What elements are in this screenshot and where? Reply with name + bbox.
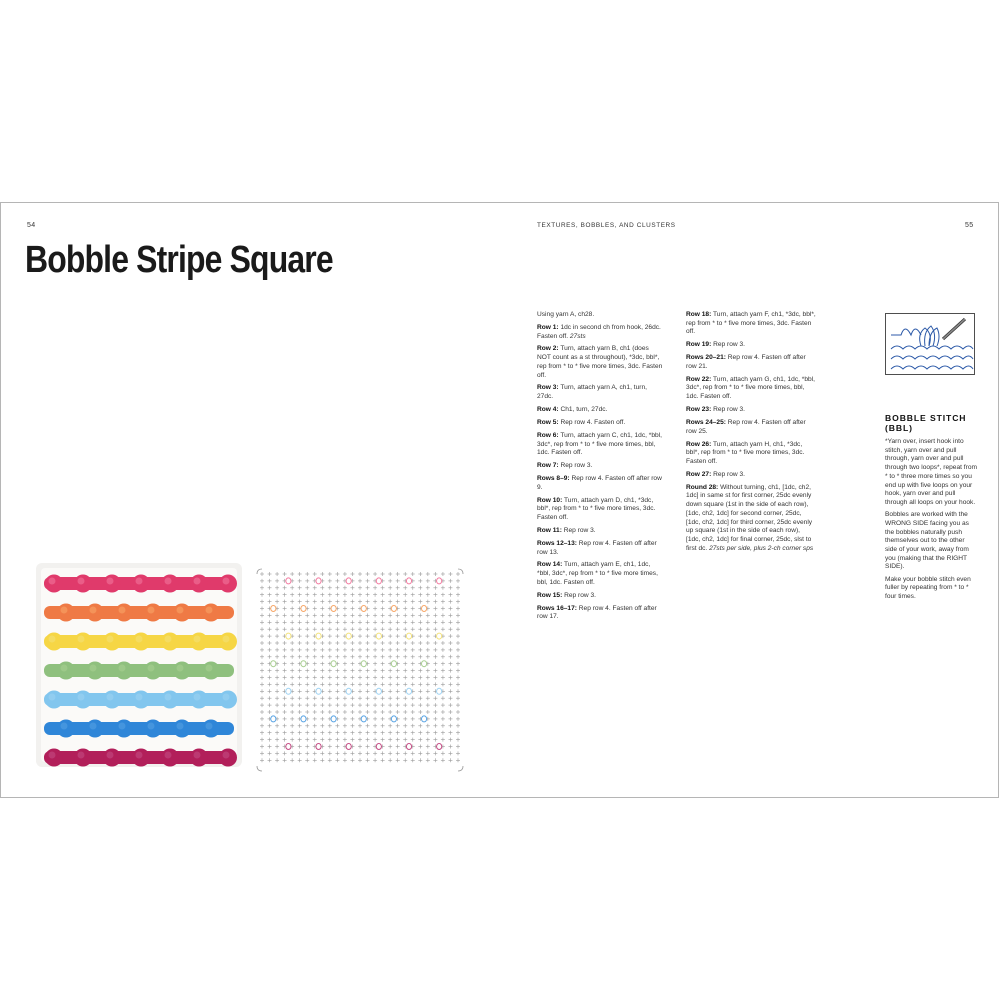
row-text: Rep row 3. xyxy=(711,341,745,349)
row-text: Without turning, ch1, [1dc, ch2, 1dc] in same st for first corner, 25dc evenly down square (1st in the side of each row), [1dc, ch2, 1dc] for second corner, 25dc, [1dc, ch2, 1dc] for third corner, 25dc evenly up square (1st in the side of each row), [1dc, ch2, 1dc] for final corner, 25dc, slst to first dc. xyxy=(686,483,813,552)
row-label: Row 2: xyxy=(537,345,559,353)
row-label: Row 15: xyxy=(537,591,563,599)
row-text: Turn, attach yarn B, ch1 (does NOT count as a st throughout), *3dc, bbl*, rep from * to * five more times, 3dc. Fasten off. xyxy=(537,345,663,379)
row-label: Row 1: xyxy=(537,323,559,331)
row-text: Turn, attach yarn G, ch1, 1dc, *bbl, 3dc*, rep from * to * five more times, bbl, 1dc. Fasten off. xyxy=(686,375,816,401)
book-spread xyxy=(0,202,999,798)
page-number-left: 54 xyxy=(27,222,36,229)
row-text: Rep row 4. Fasten off. xyxy=(558,418,626,426)
yarn-stripe xyxy=(44,749,237,767)
row-text: Rep row 3. xyxy=(558,462,593,470)
instruction-row xyxy=(537,527,663,536)
instruction-row xyxy=(537,419,663,428)
instruction-row xyxy=(686,419,816,436)
row-label: Row 19: xyxy=(686,341,712,349)
instruction-row xyxy=(686,441,816,467)
row-text: Using yarn A, ch28. xyxy=(537,311,595,318)
row-text: Turn, attach yarn H, ch1, *3dc, bbl*, rep from * to * five more times, 3dc. Fasten off. xyxy=(686,440,805,465)
bobble-stitch-illustration xyxy=(885,313,975,375)
row-label: Rows 24–25: xyxy=(686,418,726,426)
instruction-row xyxy=(537,311,663,320)
row-text: Ch1, turn, 27dc. xyxy=(558,406,608,414)
row-label: Row 18: xyxy=(686,311,712,318)
yarn-stripe xyxy=(44,691,237,709)
row-text: 1dc in second ch from hook, 26dc. Fasten off. xyxy=(537,323,661,340)
instruction-row xyxy=(537,605,663,622)
instruction-row xyxy=(537,384,663,401)
row-text: Rep row 3. xyxy=(711,406,745,414)
instruction-row xyxy=(537,462,663,471)
yarn-stripe xyxy=(44,633,237,651)
row-text: Turn, attach yarn A, ch1, turn, 27dc. xyxy=(537,384,647,401)
row-text: Rep row 4. Fasten off after row 21. xyxy=(686,354,806,370)
instruction-row xyxy=(537,345,663,380)
row-label: Row 7: xyxy=(537,462,559,470)
row-text: Rep row 3. xyxy=(561,526,596,534)
instruction-row xyxy=(537,540,663,557)
instructions-column-2 xyxy=(686,311,816,558)
bobble-stitch-sidebar xyxy=(885,413,977,605)
row-label: Row 27: xyxy=(686,470,712,478)
row-text: Rep row 4. Fasten off after row 13. xyxy=(537,539,657,556)
sidebar-paragraph: Bobbles are worked with the WRONG SIDE facing you as the bobbles naturally push themselves out to the other side of your work, away from you (making that the RIGHT SIDE). xyxy=(885,511,969,571)
row-text: Turn, attach yarn C, ch1, 1dc, *bbl, 3dc*, rep from * to * five more times, bbl, 1dc. Fasten off. xyxy=(537,431,662,457)
row-label: Rows 12–13: xyxy=(537,539,577,547)
row-text: Rep row 4. Fasten off after row 17. xyxy=(537,604,657,621)
row-label: Row 10: xyxy=(537,496,563,504)
page-title: Bobble Stripe Square xyxy=(25,239,333,281)
row-text: Turn, attach yarn F, ch1, *3dc, bbl*, rep from * to * five more times, 3dc. Fasten off. xyxy=(686,311,816,336)
row-label: Row 26: xyxy=(686,440,712,448)
stitch-chart xyxy=(254,566,466,774)
row-text: Rep row 4. Fasten off after row 9. xyxy=(537,475,662,491)
instruction-row xyxy=(686,406,816,415)
row-note: 27sts xyxy=(569,332,586,340)
page-number-right: 55 xyxy=(965,222,974,229)
row-text: Turn, attach yarn D, ch1, *3dc, bbl*, rep from * to * five more times, 3dc. Fasten off. xyxy=(537,496,656,522)
instruction-row xyxy=(537,432,663,458)
row-label: Row 23: xyxy=(686,406,712,414)
row-label: Row 4: xyxy=(537,406,559,414)
instruction-row xyxy=(537,475,663,492)
instruction-row xyxy=(537,561,663,587)
sidebar-heading: BOBBLE STITCH (BBL) xyxy=(885,413,967,433)
instruction-row xyxy=(537,497,663,523)
row-label: Row 22: xyxy=(686,375,712,383)
row-label: Rows 20–21: xyxy=(686,354,726,362)
instruction-row xyxy=(537,324,663,341)
row-note: 27sts per side, plus 2-ch corner sps xyxy=(709,544,814,552)
instruction-row xyxy=(537,592,663,601)
instruction-row xyxy=(686,341,816,350)
row-label: Row 3: xyxy=(537,384,559,392)
instruction-row xyxy=(686,354,816,371)
row-label: Row 11: xyxy=(537,526,562,534)
chart-grid xyxy=(260,572,460,762)
yarn-stripe xyxy=(44,720,234,738)
instruction-row xyxy=(686,471,816,480)
row-text: Rep row 3. xyxy=(711,470,745,478)
row-text: Rep row 4. Fasten off after row 25. xyxy=(686,418,806,435)
crochet-square-photo xyxy=(34,561,244,769)
yarn-stripe xyxy=(44,575,237,593)
row-text: Turn, attach yarn E, ch1, 1dc, *bbl, 3dc*, rep from * to * five more times, bbl, 1dc. Fasten off. xyxy=(537,561,658,586)
instruction-row xyxy=(686,376,816,402)
instructions-column-1 xyxy=(537,311,663,626)
instruction-row xyxy=(686,484,816,554)
sidebar-paragraph: Make your bobble stitch even fuller by repeating from * to * four times. xyxy=(885,575,971,600)
instruction-row xyxy=(686,311,816,337)
row-label: Row 14: xyxy=(537,561,563,569)
yarn-stripe xyxy=(44,662,234,680)
row-label: Rows 8–9: xyxy=(537,475,570,483)
sidebar-paragraph: *Yarn over, insert hook into stitch, yarn over and pull through, yarn over and pull through two loops*, repeat from * to * three more times so you end up with five loops on your hook, yarn over and pull through all loops on your hook. xyxy=(885,438,977,506)
row-label: Rows 16–17: xyxy=(537,604,577,612)
row-label: Round 28: xyxy=(686,483,719,491)
row-text: Rep row 3. xyxy=(562,591,596,599)
instruction-row xyxy=(537,406,663,415)
running-header: TEXTURES, BOBBLES, AND CLUSTERS xyxy=(537,222,676,229)
row-label: Row 5: xyxy=(537,418,559,426)
row-label: Row 6: xyxy=(537,431,559,439)
yarn-stripe xyxy=(44,604,234,622)
